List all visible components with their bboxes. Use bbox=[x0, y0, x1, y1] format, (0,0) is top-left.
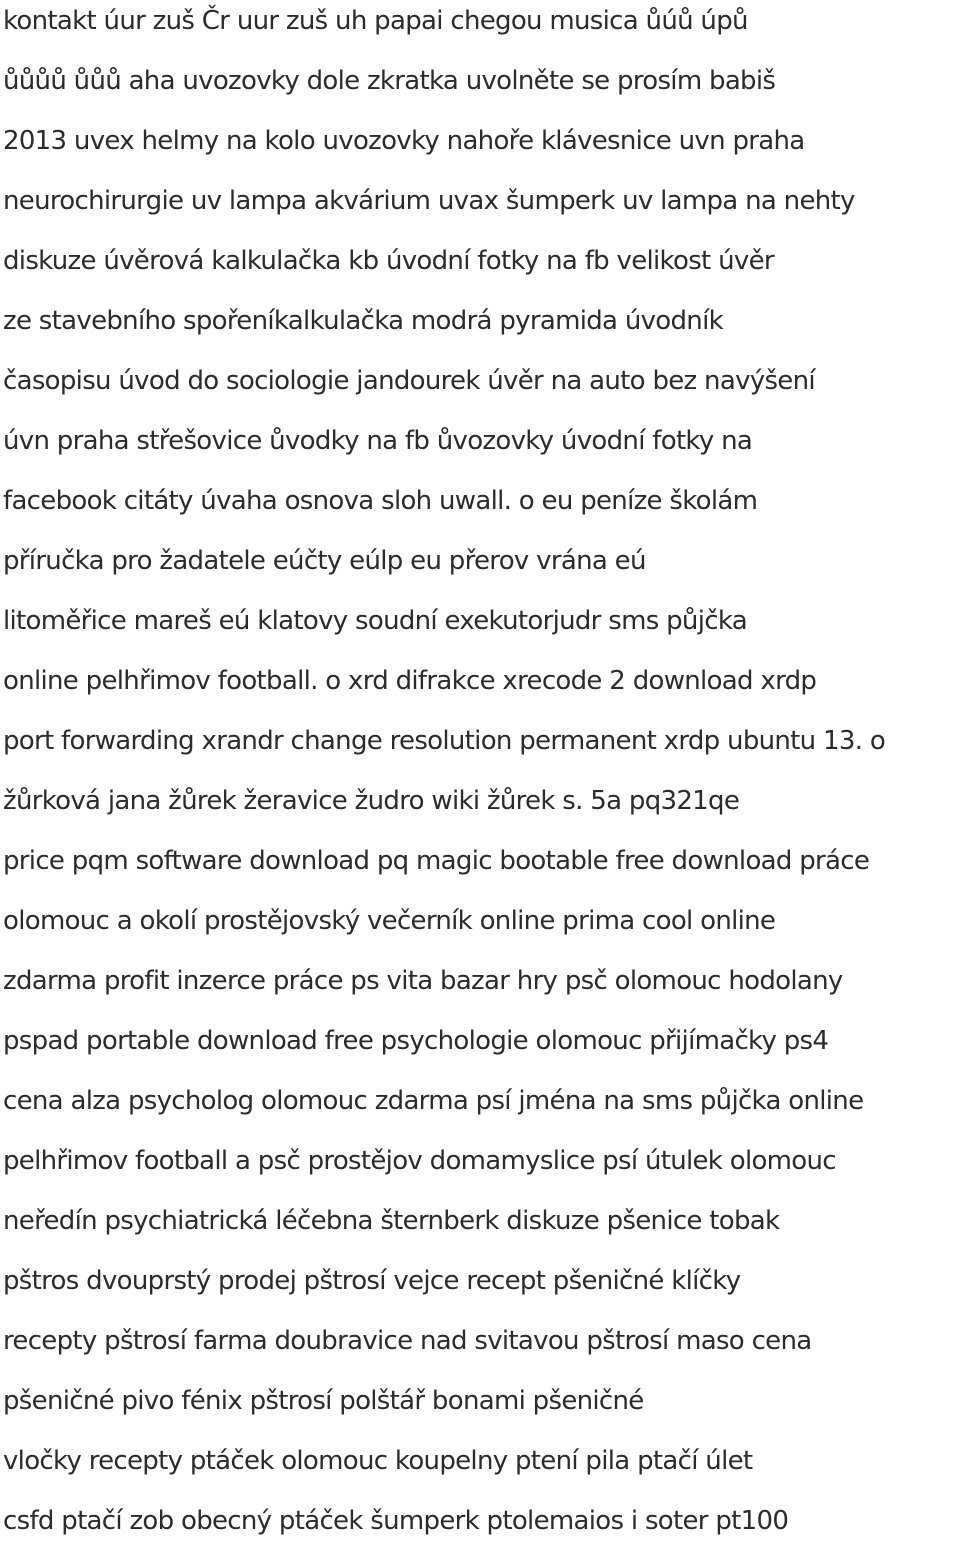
text-line: pspad portable download free psychologie olomouc přijímačky ps4 bbox=[3, 1026, 829, 1056]
text-line: kontakt úur zuš Čr uur zuš uh papai chegou musica ůúů úpů bbox=[3, 6, 748, 36]
text-line: port forwarding xrandr change resolution permanent xrdp ubuntu 13. o bbox=[3, 726, 886, 756]
text-line: neředín psychiatrická léčebna šternberk diskuze pšenice tobak bbox=[3, 1206, 780, 1236]
text-line: ůůůů ůůů aha uvozovky dole zkratka uvolněte se prosím babiš bbox=[3, 66, 776, 96]
text-line: price pqm software download pq magic bootable free download práce bbox=[3, 846, 870, 876]
text-line: diskuze úvěrová kalkulačka kb úvodní fotky na fb velikost úvěr bbox=[3, 246, 774, 276]
text-line: časopisu úvod do sociologie jandourek úvěr na auto bez navýšení bbox=[3, 366, 815, 396]
text-line: ze stavebního spořeníkalkulačka modrá pyramida úvodník bbox=[3, 306, 723, 336]
text-line: žůrková jana žůrek žeravice žudro wiki žůrek s. 5a pq321qe bbox=[3, 786, 740, 816]
text-line: 2013 uvex helmy na kolo uvozovky nahoře klávesnice uvn praha bbox=[3, 126, 805, 156]
text-line: online pelhřimov football. o xrd difrakce xrecode 2 download xrdp bbox=[3, 666, 817, 696]
text-line: příručka pro žadatele eúčty eúlp eu přerov vrána eú bbox=[3, 546, 646, 576]
text-line: facebook citáty úvaha osnova sloh uwall. o eu peníze školám bbox=[3, 486, 758, 516]
text-line: recepty pštrosí farma doubravice nad svitavou pštrosí maso cena bbox=[3, 1326, 812, 1356]
text-line: pelhřimov football a psč prostějov domamyslice psí útulek olomouc bbox=[3, 1146, 836, 1176]
text-line: zdarma profit inzerce práce ps vita bazar hry psč olomouc hodolany bbox=[3, 966, 843, 996]
text-line: pštros dvouprstý prodej pštrosí vejce recept pšeničné klíčky bbox=[3, 1266, 741, 1296]
text-line: úvn praha střešovice ůvodky na fb ůvozovky úvodní fotky na bbox=[3, 426, 753, 456]
text-line: cena alza psycholog olomouc zdarma psí jména na sms půjčka online bbox=[3, 1086, 864, 1116]
text-line: neurochirurgie uv lampa akvárium uvax šumperk uv lampa na nehty bbox=[3, 186, 855, 216]
text-line: pšeničné pivo fénix pštrosí polštář bonami pšeničné bbox=[3, 1386, 644, 1416]
text-line: vločky recepty ptáček olomouc koupelny ptení pila ptačí úlet bbox=[3, 1446, 753, 1476]
text-line: olomouc a okolí prostějovský večerník online prima cool online bbox=[3, 906, 776, 936]
text-line: csfd ptačí zob obecný ptáček šumperk ptolemaios i soter pt100 bbox=[3, 1506, 789, 1536]
text-line: litoměřice mareš eú klatovy soudní exekutorjudr sms půjčka bbox=[3, 606, 747, 636]
